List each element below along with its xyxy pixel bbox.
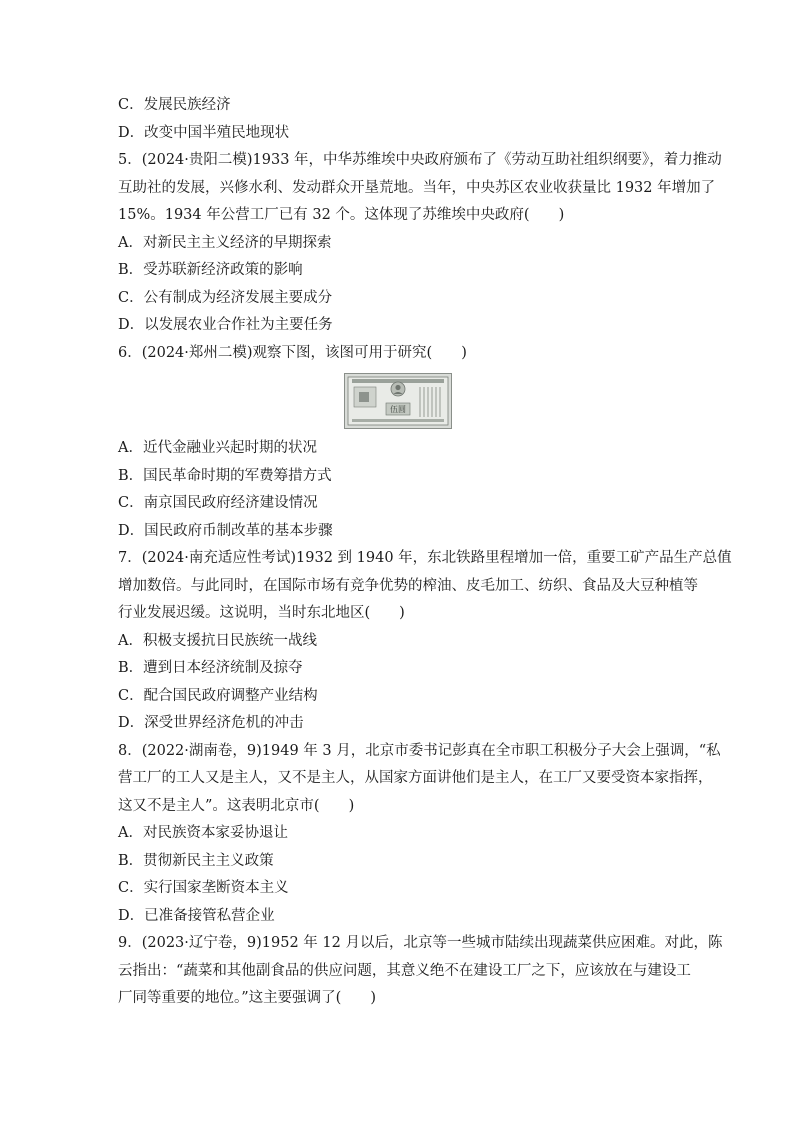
question-stem-line: 营工厂的工人又是主人，又不是主人，从国家方面讲他们是主人，在工厂又要受资本家指挥， (118, 770, 713, 786)
option-c: C．公有制成为经济发展主要成分 (118, 289, 333, 306)
option-d: D．深受世界经济危机的冲击 (118, 715, 304, 731)
question-stem-line: 增加数倍。与此同时，在国际市场有竞争优势的榨油、皮毛加工、纺织、食品及大豆种植等 (118, 577, 698, 594)
option-b: B．受苏联新经济政策的影响 (118, 262, 303, 278)
banknote-illustration (344, 373, 452, 429)
option-c: C．发展民族经济 (118, 97, 231, 113)
banknote-image (344, 373, 452, 429)
question-stem-line: 这又不是主人”。这表明北京市( ) (118, 797, 355, 814)
question-7 (118, 545, 732, 738)
question-stem-line: 9．(2023·辽宁卷，9)1952 年 12 月以后，北京等一些城市陆续出现蔬菜供应困难。对此，陈 (118, 935, 723, 951)
option-b: B．国民革命时期的军费筹措方式 (118, 467, 332, 484)
question-6 (118, 340, 678, 546)
question-stem-line: 5．(2024·贵阳二模)1933 年，中华苏维埃中央政府颁布了《劳动互助社组织纲要》，着力推动 (118, 152, 722, 168)
question-stem-line: 互助社的发展，兴修水利、发动群众开垦荒地。当年，中央苏区农业收获量比 1932 年增加了 (118, 179, 716, 196)
option-a: A．积极支援抗日民族统一战线 (118, 632, 317, 649)
option-b: B．贯彻新民主主义政策 (118, 852, 274, 869)
question-stem-line: 7．(2024·南充适应性考试)1932 到 1940 年，东北铁路里程增加一倍，重要工矿产品生产总值 (118, 550, 732, 566)
question-8 (118, 738, 721, 931)
option-a: A．对新民主主义经济的早期探索 (118, 234, 332, 251)
question-9 (118, 930, 723, 1013)
question-page (118, 92, 732, 1013)
option-d: D．已准备接管私营企业 (118, 907, 275, 924)
question-stem-line: 15%。1934 年公营工厂已有 32 个。这体现了苏维埃中央政府( ) (118, 207, 565, 223)
question-stem-line: 云指出：“蔬菜和其他副食品的供应问题，其意义绝不在建设工厂之下，应该放在与建设工 (118, 962, 691, 979)
banknote-denomination: 伍圆 (390, 405, 406, 414)
question-stem-line: 6．(2024·郑州二模)观察下图，该图可用于研究( ) (118, 344, 467, 361)
option-a: A．近代金融业兴起时期的状况 (118, 440, 317, 456)
option-d: D．国民政府币制改革的基本步骤 (118, 522, 333, 539)
question-stem-line: 厂同等重要的地位。”这主要强调了( ) (118, 990, 376, 1006)
option-d: D．改变中国半殖民地现状 (118, 124, 290, 141)
question-4-options (118, 92, 678, 147)
question-5 (118, 147, 722, 340)
question-stem-line: 8．(2022·湖南卷，9)1949 年 3 月，北京市委书记彭真在全市职工积极分子大会上强调，“私 (118, 742, 721, 759)
option-c: C．配合国民政府调整产业结构 (118, 687, 318, 704)
option-c: C．实行国家垄断资本主义 (118, 880, 289, 896)
option-b: B．遭到日本经济统制及掠夺 (118, 660, 303, 676)
option-a: A．对民族资本家妥协退让 (118, 825, 288, 841)
option-d: D．以发展农业合作社为主要任务 (118, 317, 333, 333)
option-c: C．南京国民政府经济建设情况 (118, 495, 318, 511)
question-stem-line: 行业发展迟缓。这说明，当时东北地区( ) (118, 605, 405, 621)
